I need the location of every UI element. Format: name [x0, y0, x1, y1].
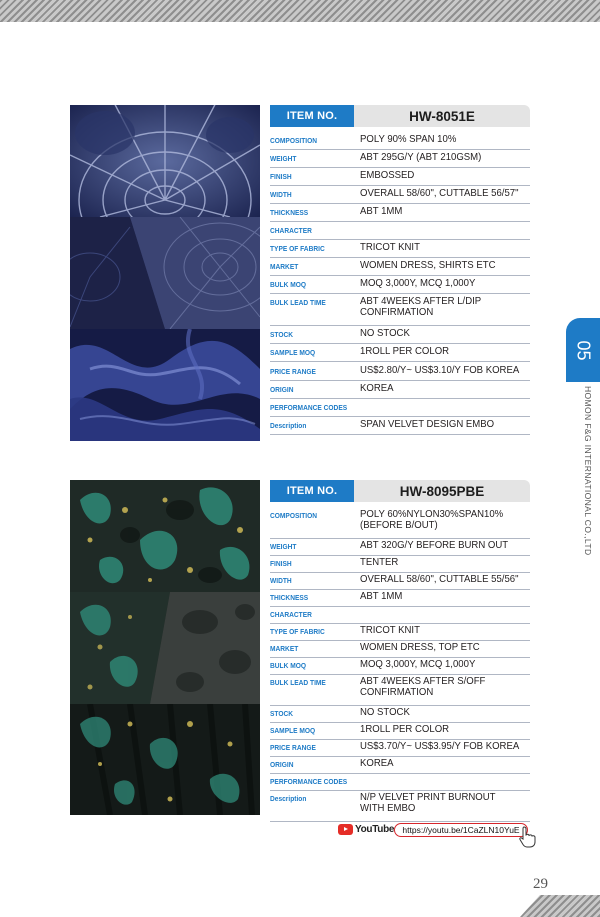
- product1-photo-column: [70, 105, 260, 441]
- spec-key: MARKET: [270, 644, 299, 653]
- spec-key: TYPE OF FABRIC: [270, 627, 325, 636]
- product2-photo-column: [70, 480, 260, 815]
- item-no-label: ITEM NO.: [270, 480, 354, 502]
- spec-key: PRICE RANGE: [270, 743, 316, 752]
- product1-photo-1: [70, 105, 260, 217]
- spec-key: BULK LEAD TIME: [270, 678, 326, 687]
- spec-key: WIDTH: [270, 190, 292, 199]
- spec-key: THICKNESS: [270, 593, 309, 602]
- spec-key: WEIGHT: [270, 542, 297, 551]
- spec-value: POLY 60%NYLON30%SPAN10% (BEFORE B/OUT): [360, 509, 504, 531]
- product2-spec-header: [270, 480, 530, 502]
- spec-key: CHARACTER: [270, 610, 312, 619]
- item-no-label: ITEM NO.: [270, 105, 354, 127]
- spec-value: US$2.80/Y~ US$3.10/Y FOB KOREA: [360, 365, 520, 376]
- spec-value: NO STOCK: [360, 328, 410, 339]
- spec-key: WEIGHT: [270, 154, 297, 163]
- item-no-value: HW-8051E: [354, 105, 530, 127]
- top-stripe-band: [0, 0, 600, 22]
- spec-key: BULK MOQ: [270, 661, 307, 670]
- spec-value: KOREA: [360, 758, 394, 769]
- spec-key: ORIGIN: [270, 760, 294, 769]
- spec-key: COMPOSITION: [270, 511, 318, 520]
- youtube-play-icon: [338, 824, 353, 835]
- spec-value: ABT 320G/Y BEFORE BURN OUT: [360, 540, 509, 551]
- section-tab: [566, 318, 600, 382]
- product2-photo-2: [70, 592, 260, 704]
- spec-value: SPAN VELVET DESIGN EMBO: [360, 419, 495, 430]
- spec-value: OVERALL 58/60", CUTTABLE 55/56": [360, 574, 519, 585]
- spec-key: PRICE RANGE: [270, 367, 316, 376]
- spec-key: ORIGIN: [270, 385, 294, 394]
- spec-value: TRICOT KNIT: [360, 625, 420, 636]
- spec-key: Description: [270, 794, 307, 803]
- spec-key: COMPOSITION: [270, 136, 318, 145]
- spec-value: MOQ 3,000Y, MCQ 1,000Y: [360, 278, 476, 289]
- product2-photo-3: [70, 704, 260, 815]
- spec-value: ABT 4WEEKS AFTER L/DIP CONFIRMATION: [360, 296, 481, 318]
- spec-key: STOCK: [270, 330, 294, 339]
- spec-value: WOMEN DRESS, SHIRTS ETC: [360, 260, 496, 271]
- item-no-value: HW-8095PBE: [354, 480, 530, 502]
- spec-key: PERFORMANCE CODES: [270, 777, 348, 786]
- youtube-video-link[interactable]: https://youtu.be/1CaZLN10YuE: [394, 823, 528, 837]
- spec-key: PERFORMANCE CODES: [270, 403, 348, 412]
- product1-spec-header: [270, 105, 530, 127]
- spec-key: FINISH: [270, 559, 292, 568]
- spec-key: FINISH: [270, 172, 292, 181]
- spec-key: BULK LEAD TIME: [270, 298, 326, 307]
- spec-value: OVERALL 58/60", CUTTABLE 56/57": [360, 188, 519, 199]
- spec-key: THICKNESS: [270, 208, 309, 217]
- spec-key: MARKET: [270, 262, 299, 271]
- company-name-vertical: HOMON F&G INTERNATIONAL CO.,LTD: [583, 386, 593, 556]
- spec-value: ABT 1MM: [360, 591, 403, 602]
- bottom-stripe-band: [520, 895, 600, 917]
- page-number: 29: [533, 876, 548, 892]
- spec-value: 1ROLL PER COLOR: [360, 346, 450, 357]
- product1-photo-3: [70, 329, 260, 441]
- spec-value: ABT 295G/Y (ABT 210GSM): [360, 152, 482, 163]
- spec-value: TENTER: [360, 557, 399, 568]
- spec-value: US$3.70/Y~ US$3.95/Y FOB KOREA: [360, 741, 520, 752]
- product1-photo-2: [70, 217, 260, 329]
- youtube-link-bar: [338, 822, 548, 840]
- spec-key: CHARACTER: [270, 226, 312, 235]
- spec-value: TRICOT KNIT: [360, 242, 420, 253]
- spec-value: ABT 1MM: [360, 206, 403, 217]
- spec-key: TYPE OF FABRIC: [270, 244, 325, 253]
- spec-value: ABT 4WEEKS AFTER S/OFF CONFIRMATION: [360, 676, 486, 698]
- spec-key: BULK MOQ: [270, 280, 307, 289]
- spec-value: NO STOCK: [360, 707, 410, 718]
- youtube-logo-text: YouTube: [355, 824, 395, 835]
- spec-value: KOREA: [360, 383, 394, 394]
- spec-key: SAMPLE MOQ: [270, 726, 316, 735]
- spec-value: N/P VELVET PRINT BURNOUT WITH EMBO: [360, 792, 496, 814]
- product1-spec-table: [270, 105, 530, 445]
- spec-value: EMBOSSED: [360, 170, 415, 181]
- spec-value: MOQ 3,000Y, MCQ 1,000Y: [360, 659, 476, 670]
- product2-spec-table: [270, 480, 530, 820]
- spec-value: POLY 90% SPAN 10%: [360, 134, 457, 145]
- spec-value: 1ROLL PER COLOR: [360, 724, 450, 735]
- spec-key: SAMPLE MOQ: [270, 348, 316, 357]
- hand-pointer-icon: [518, 826, 538, 848]
- section-tab-number: 05: [573, 340, 594, 361]
- spec-key: WIDTH: [270, 576, 292, 585]
- product2-photo-1: [70, 480, 260, 592]
- spec-key: Description: [270, 421, 307, 430]
- youtube-logo[interactable]: [338, 824, 394, 835]
- spec-value: WOMEN DRESS, TOP ETC: [360, 642, 480, 653]
- spec-key: STOCK: [270, 709, 294, 718]
